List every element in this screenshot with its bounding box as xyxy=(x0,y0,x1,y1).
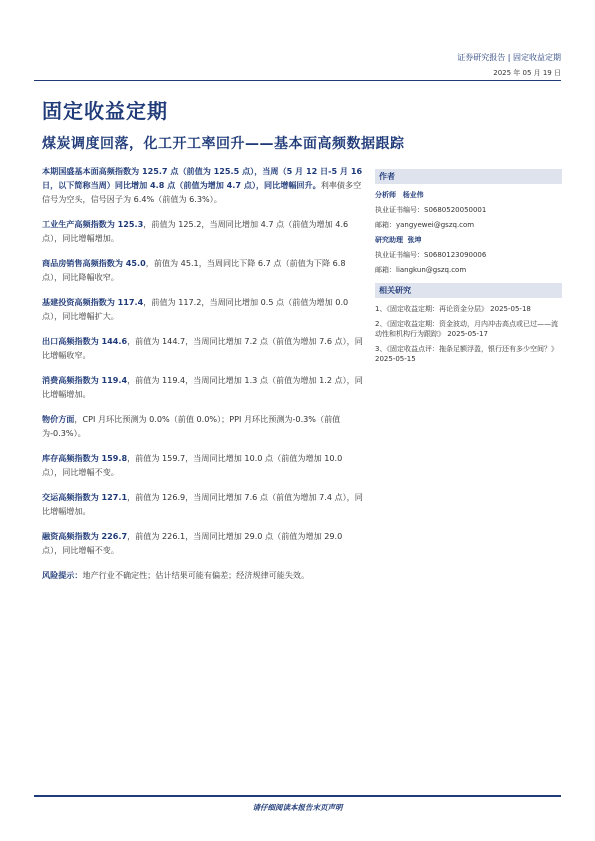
header-divider xyxy=(34,80,561,81)
assistant-line xyxy=(375,235,562,245)
risk-warning xyxy=(42,568,364,582)
analyst-email[interactable]: 邮箱：yangyewei@gszq.com xyxy=(375,221,475,229)
paragraph-text: 利率债多空信号为空头，信号因子为 6.4%（前值为 6.3%）。 xyxy=(42,180,362,204)
summary-paragraph xyxy=(42,490,364,518)
assistant-email[interactable]: 邮箱：liangkun@gszq.com xyxy=(375,266,467,274)
summary-paragraph xyxy=(42,412,364,440)
report-date: 2025 年 05 月 19 日 xyxy=(493,69,561,77)
summary-paragraph xyxy=(42,334,364,362)
paragraph-highlight: 商品房销售高频指数为 45.0 xyxy=(42,258,146,268)
sidebar xyxy=(375,169,562,369)
assistant-name: 张坤 xyxy=(407,236,422,244)
footer-disclaimer: 请仔细阅读本报告末页声明 xyxy=(252,803,343,812)
summary-paragraph xyxy=(42,164,364,206)
author-heading: 作者 xyxy=(375,169,562,184)
paragraph-highlight: 基建投资高频指数为 117.4 xyxy=(42,297,144,307)
paragraph-highlight: 出口高频指数为 144.6 xyxy=(42,336,128,346)
paragraph-text: ，前值为 119.4，当周同比增加 1.3 点（前值为增加 1.2 点），同比增幅增加。 xyxy=(42,375,363,399)
assistant-cert: 执业证书编号：S0680123090006 xyxy=(375,251,487,259)
paragraph-text: ，前值为 144.7，当周同比增加 7.2 点（前值为增加 7.6 点），同比增幅收窄。 xyxy=(42,336,363,360)
paragraph-highlight: 消费高频指数为 119.4 xyxy=(42,375,128,385)
page-subtitle: 煤炭调度回落，化工开工率回升——基本面高频数据跟踪 xyxy=(42,136,405,152)
analyst-line xyxy=(375,190,562,200)
related-link[interactable]: 2、《固定收益定期：资金波动，月内冲击高点或已过——流动性和机构行为跟踪》 2025-05-17 xyxy=(375,320,558,338)
paragraph-highlight: 物价方面 xyxy=(42,414,75,424)
paragraph-text: 地产行业不确定性；估计结果可能有偏差；经济规律可能失效。 xyxy=(82,570,310,580)
summary-paragraph xyxy=(42,529,364,557)
paragraph-text: ，前值为 126.9，当周同比增加 7.6 点（前值为增加 7.4 点），同比增幅增加。 xyxy=(42,492,363,516)
assistant-role: 研究助理 xyxy=(375,236,403,244)
paragraph-highlight: 库存高频指数为 159.8 xyxy=(42,453,128,463)
paragraph-text: ，前值为 159.7，当周同比增加 10.0 点（前值为增加 10.0 点），同比增幅不变。 xyxy=(42,453,343,477)
summary-paragraph xyxy=(42,256,364,284)
paragraph-text: ，前值为 45.1，当周同比下降 6.7 点（前值为下降 6.8 点），同比降幅收窄。 xyxy=(42,258,346,282)
paragraph-text: ，前值为 226.1，当周同比增加 29.0 点（前值为增加 29.0 点），同比增幅不变。 xyxy=(42,531,343,555)
paragraph-highlight: 融资高频指数为 226.7 xyxy=(42,531,128,541)
paragraph-text: ，前值为 125.2，当周同比增加 4.7 点（前值为增加 4.6 点），同比增幅增加。 xyxy=(42,219,349,243)
page-title: 固定收益定期 xyxy=(42,99,168,123)
paragraph-highlight: 本期国盛基本面高频指数为 125.7 点（前值为 125.5 点），当周（5 月 12 日-5 月 16 日，以下简称当周）同比增加 4.8 点（前值为增加 4.7 点），同比增幅回升。 xyxy=(42,166,363,190)
summary-paragraph xyxy=(42,451,364,479)
footer-divider xyxy=(34,795,561,797)
analyst-cert: 执业证书编号：S0680520050001 xyxy=(375,206,487,214)
paragraph-highlight: 工业生产高频指数为 125.3 xyxy=(42,219,144,229)
related-heading: 相关研究 xyxy=(375,283,562,298)
analyst-name: 杨业伟 xyxy=(402,191,424,199)
paragraph-highlight: 风险提示： xyxy=(42,570,83,580)
related-link[interactable]: 1、《固定收益定期：再论资金分层》 2025-05-18 xyxy=(375,305,531,313)
summary-paragraph xyxy=(42,217,364,245)
paragraph-text: ，前值为 117.2，当周同比增加 0.5 点（前值为增加 0.0 点），同比增幅扩大。 xyxy=(42,297,349,321)
report-category: 证券研究报告 | 固定收益定期 xyxy=(457,53,561,62)
paragraph-text: ，CPI 月环比预测为 0.0%（前值 0.0%）；PPI 月环比预测为-0.3%（前值为-0.3%）。 xyxy=(42,414,341,438)
related-link[interactable]: 3、《固定收益点评：拖条足额浮盈，银行还有多少空间？》 2025-05-15 xyxy=(375,345,558,363)
analyst-role: 分析师 xyxy=(375,191,396,199)
summary-paragraph xyxy=(42,295,364,323)
paragraph-highlight: 交运高频指数为 127.1 xyxy=(42,492,128,502)
summary-paragraph xyxy=(42,373,364,401)
summary-body xyxy=(42,164,364,593)
